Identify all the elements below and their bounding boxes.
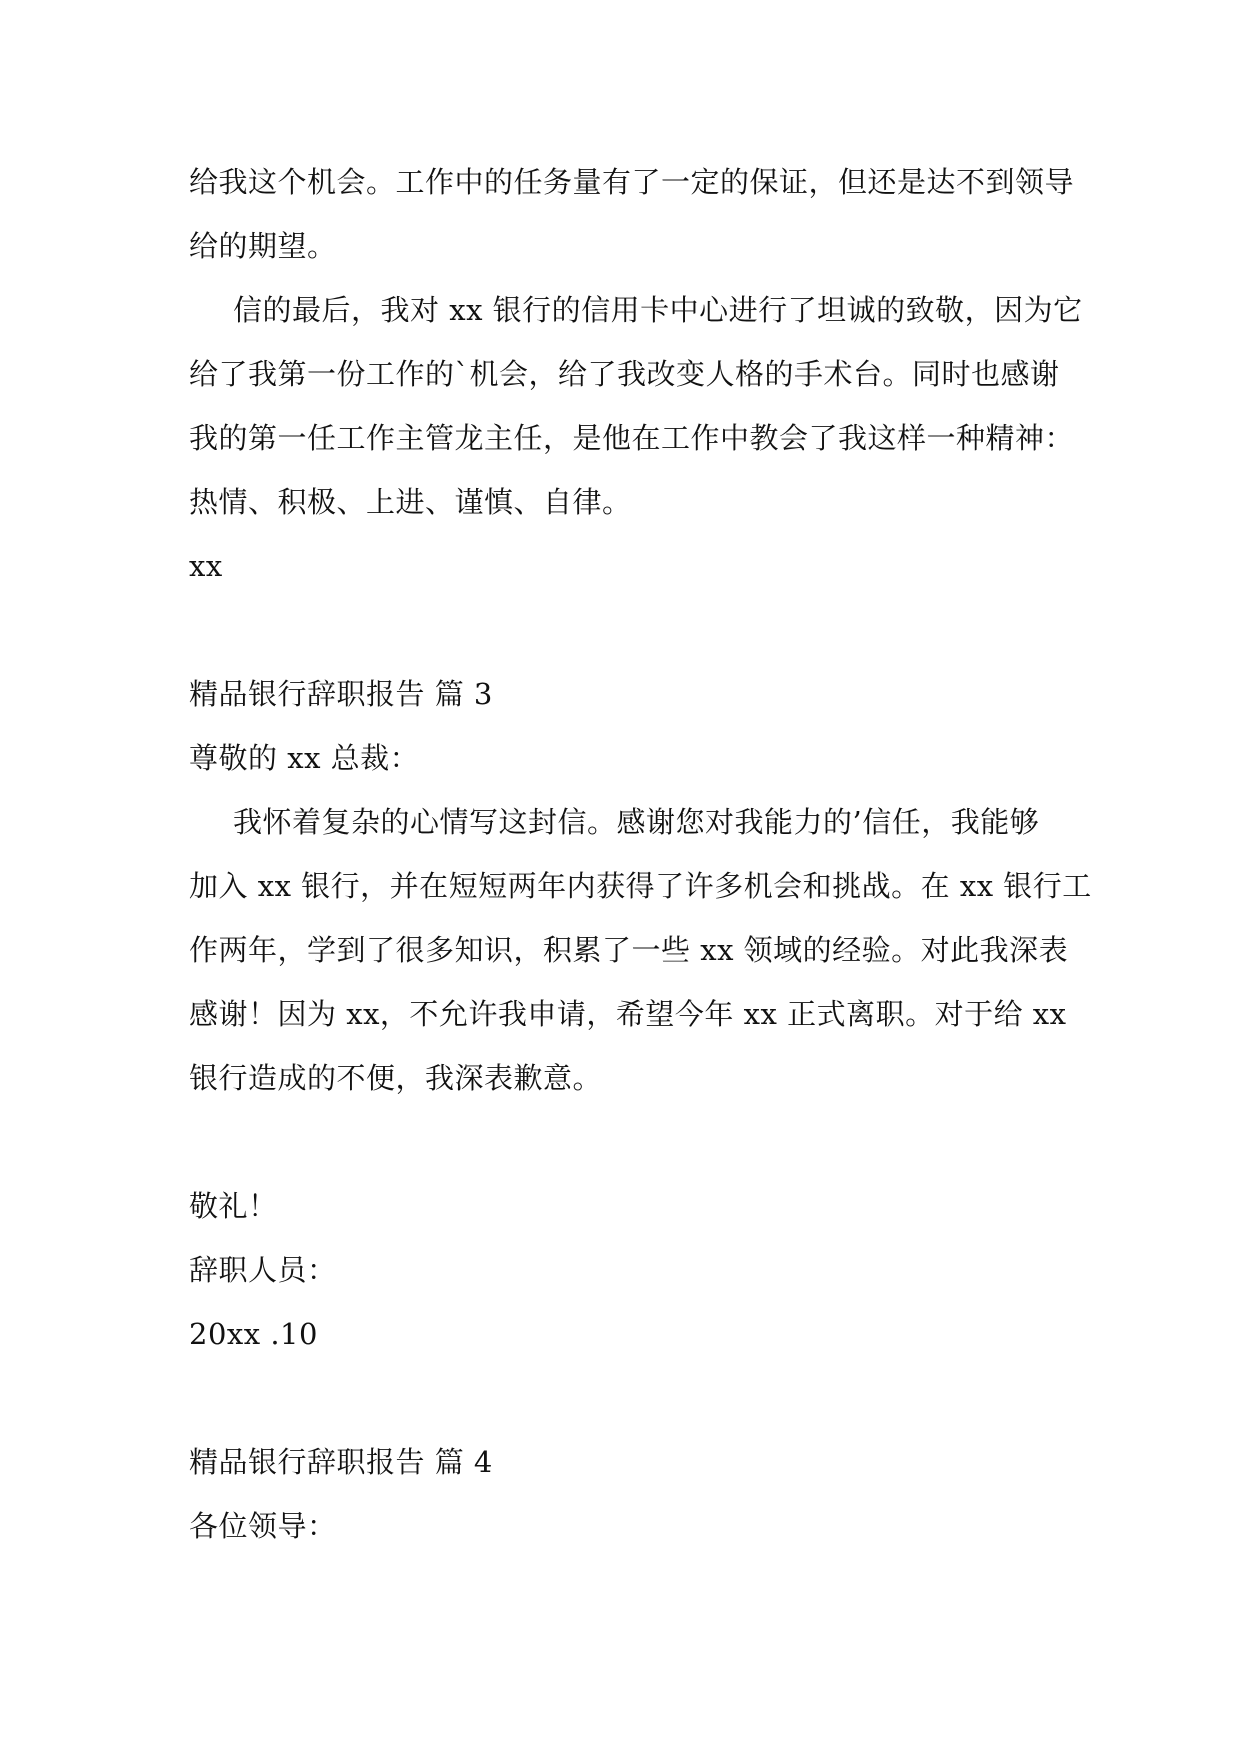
paragraph-section3-body (189, 790, 1092, 1110)
section-heading-4: 精品银行辞职报告 篇 4 (189, 1445, 493, 1479)
spacer (189, 1110, 1061, 1174)
closing: 敬礼！ (189, 1189, 278, 1223)
text-line: 我的第一任工作主管龙主任，是他在工作中教会了我这样一种精神： (189, 421, 1075, 455)
section-heading-3: 精品银行辞职报告 篇 3 (189, 677, 493, 711)
text-line: 感谢！因为 xx，不允许我申请，希望今年 xx 正式离职。对于给 xx (189, 997, 1067, 1031)
salutation: 各位领导： (189, 1509, 337, 1543)
text-line: 信的最后，我对 xx 银行的信用卡中心进行了坦诚的致敬，因为它 (233, 293, 1083, 327)
paragraph-continuation (189, 150, 1075, 278)
spacer (189, 1366, 1061, 1430)
document-body (189, 150, 1092, 1558)
date: 20xx .10 (189, 1317, 318, 1351)
salutation: 尊敬的 xx 总裁： (189, 741, 420, 775)
signature-name: xx (189, 549, 223, 583)
text-line: 给我这个机会。工作中的任务量有了一定的保证，但还是达不到领导 (189, 165, 1075, 199)
text-line: 给的期望。 (189, 229, 337, 263)
resigner-label: 辞职人员： (189, 1253, 337, 1287)
text-line: 给了我第一份工作的`机会，给了我改变人格的手术台。同时也感谢 (189, 357, 1060, 391)
spacer (189, 598, 1061, 662)
text-line: 银行造成的不便，我深表歉意。 (189, 1061, 603, 1095)
text-line: 热情、积极、上进、谨慎、自律。 (189, 485, 632, 519)
text-line: 我怀着复杂的心情写这封信。感谢您对我能力的’信任，我能够 (233, 805, 1040, 839)
text-line: 作两年，学到了很多知识，积累了一些 xx 领域的经验。对此我深表 (189, 933, 1069, 967)
paragraph-thanks (189, 278, 1083, 534)
text-line: 加入 xx 银行，并在短短两年内获得了许多机会和挑战。在 xx 银行工 (189, 869, 1092, 903)
